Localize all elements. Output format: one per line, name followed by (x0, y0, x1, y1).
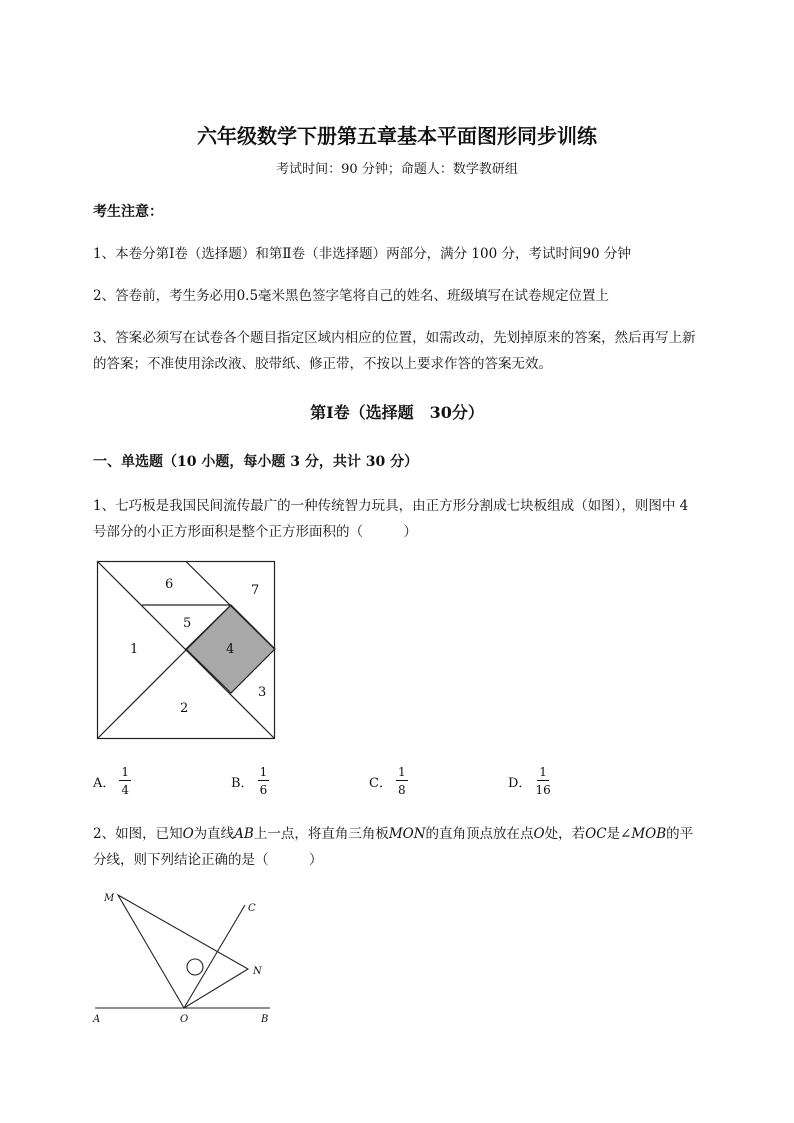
tangram-label-3: 3 (258, 685, 267, 700)
right-angle-marker (187, 959, 203, 975)
label-o: O (180, 1014, 189, 1025)
notice-item-3: 3、答案必须写在试卷各个题目指定区域内相应的位置，如需改动，先划掉原来的答案，然后再写上新 (93, 330, 696, 346)
tangram-label-7: 7 (251, 583, 260, 598)
option-b-fraction: $\frac{1}{6}$ (259, 765, 268, 797)
angle-figure (88, 888, 278, 1028)
question-2-line-1: 2、如图，已知O为直线AB上一点，将直角三角板MON的直角顶点放在点O处，若OC是∠MOB的平 (93, 826, 694, 842)
option-b[interactable] (231, 766, 269, 796)
tangram-label-6: 6 (165, 577, 174, 592)
ray-oc (184, 905, 245, 1008)
tangram-label-2: 2 (180, 701, 189, 716)
notice-item-1: 1、本卷分第Ⅰ卷（选择题）和第Ⅱ卷（非选择题）两部分，满分 100 分，考试时间90 分钟 (93, 246, 631, 262)
page-title: 六年级数学下册第五章基本平面图形同步训练 (197, 124, 597, 148)
option-d[interactable] (508, 766, 551, 796)
label-m: M (104, 893, 115, 904)
exam-info: 考试时间：90 分钟；命题人：数学教研组 (276, 162, 518, 177)
option-c-fraction: $\frac{1}{8}$ (397, 765, 406, 797)
tangram-label-1: 1 (130, 642, 139, 657)
part-heading: 一、单选题（10 小题，每小题 3 分，共计 30 分） (93, 454, 419, 470)
option-d-letter: D． (508, 775, 532, 791)
option-a[interactable] (93, 766, 131, 796)
option-c[interactable] (369, 766, 408, 796)
label-c: C (248, 903, 256, 914)
option-a-letter: A． (93, 775, 116, 791)
option-b-letter: B． (231, 775, 254, 791)
notice-item-2: 2、答卷前，考生务必用0.5毫米黑色签字笔将自己的姓名、班级填写在试卷规定位置上 (93, 288, 610, 304)
option-c-letter: C． (369, 775, 392, 791)
section-title: 第Ⅰ卷（选择题 30分） (310, 403, 484, 422)
tangram-label-5: 5 (183, 616, 192, 631)
option-d-fraction: $\frac{1}{16}$ (535, 765, 551, 797)
label-b: B (261, 1014, 269, 1025)
question-2-line-2: 分线，则下列结论正确的是（ ） (93, 852, 323, 868)
label-a: A (93, 1014, 101, 1025)
notice-item-3-cont: 的答案；不准使用涂改液、胶带纸、修正带，不按以上要求作答的答案无效。 (93, 356, 552, 372)
tangram-figure (96, 560, 278, 742)
triangle-mon (118, 895, 248, 1008)
label-n: N (253, 966, 262, 977)
question-1-line-1: 1、七巧板是我国民间流传最广的一种传统智力玩具，由正方形分割成七块板组成（如图），则图中 4 (93, 498, 689, 514)
tangram-label-4: 4 (226, 642, 235, 657)
option-a-fraction: $\frac{1}{4}$ (121, 765, 130, 797)
notice-heading: 考生注意： (93, 204, 163, 220)
question-1-line-2: 号部分的小正方形面积是整个正方形面积的（ ） (93, 524, 417, 540)
